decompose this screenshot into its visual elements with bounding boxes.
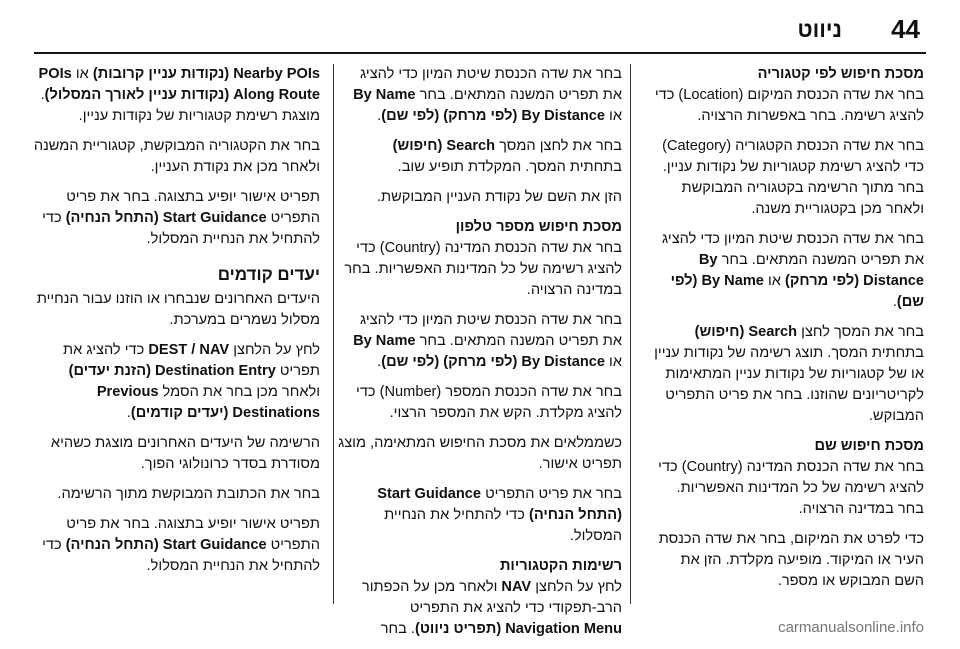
paragraph — [30, 64, 320, 127]
paragraph-text: . בחר — [380, 621, 416, 637]
button-name: NAV — [501, 579, 532, 595]
header-divider — [34, 52, 926, 54]
menu-option: Navigation Menu (תפריט ניווט) — [415, 621, 622, 637]
paragraph-text: כדי להתחיל את הנחיית המסלול. — [384, 507, 622, 544]
menu-option: (לפי שם) — [381, 354, 440, 370]
paragraph-text: כדי להתחיל את הנחיית המסלול. — [42, 537, 320, 574]
paragraph-text: בחר את שדה הכנסת שיטת המיון כדי להציג את תפריט המשנה המתאים. בחר — [662, 231, 924, 268]
menu-option: By Distance (לפי מרחק) — [443, 354, 605, 370]
column-left — [30, 64, 320, 586]
paragraph: הזן את השם של נקודת העניין המבוקשת. — [376, 189, 622, 205]
paragraph — [648, 436, 924, 520]
paragraph-text: כדי להתחיל את הנחיית המסלול. — [42, 210, 320, 247]
paragraph — [648, 229, 924, 313]
menu-option: By Name — [353, 333, 416, 349]
paragraph-text: בחר את שדה הכנסת שיטת המיון כדי להציג את תפריט המשנה המתאים. בחר — [360, 312, 622, 349]
paragraph-text: ולאחר מכן על הכפתור הרב-תפקודי כדי להציג את התפריט — [361, 579, 622, 616]
paragraph-text: בחר את שדה הכנסת שיטת המיון כדי להציג את תפריט המשנה המתאים. בחר — [360, 66, 622, 103]
paragraph — [338, 217, 622, 301]
menu-option: Nearby POIs (נקודות עניין קרובות) — [92, 66, 320, 82]
section-heading: יעדים קודמים — [217, 265, 320, 284]
menu-option: Previous Destinations (יעדים קודמים) — [96, 384, 320, 421]
paragraph-text: בחר את לחצן המסך — [499, 138, 622, 154]
paragraph: בחר את הכתובת המבוקשת מתוך הרשימה. — [57, 486, 320, 502]
paragraph-text: לחץ על הלחצן — [233, 342, 320, 358]
paragraph-text: בתחתית המסך. המקלדת תופיע שוב. — [397, 159, 622, 175]
button-name: Search (חיפוש) — [392, 138, 496, 154]
paragraph — [338, 310, 622, 373]
menu-option: By Name — [353, 87, 416, 103]
paragraph-text: כדי להציג את תפריט — [63, 342, 320, 379]
paragraph: היעדים האחרונים שנבחרו או הוזנו עבור הנחיית מסלול נשמרים במערכת. — [36, 291, 320, 328]
paragraph-text: בחר את שדה הכנסת המיקום (Location) כדי להציג רשימה. בחר באפשרות הרצויה. — [654, 87, 924, 124]
paragraph-text: תפריט אישור יופיע בתצוגה. בחר את פריט התפריט — [66, 516, 320, 553]
connector-text: או — [75, 66, 89, 82]
paragraph: בחר את שדה הכנסת המספר (Number) כדי להציג מקלדת. הקש את המספר הרצוי. — [356, 384, 622, 421]
menu-option: By Distance (לפי מרחק) — [443, 108, 605, 124]
paragraph-text: בחר את פריט התפריט — [485, 486, 622, 502]
paragraph: הרשימה של היעדים האחרונים מוצגת כשהיא מסודרת בסדר כרונולוגי הפוך. — [50, 435, 320, 472]
paragraph: בחר את שדה הכנסת הקטגוריה (Category) כדי להציג רשימת קטגוריות של נקודות עניין. בחר מתוך הרשימה בקטגוריה המבוקשת ולאחר מכן בקטגוריית משנה. — [662, 138, 924, 217]
paragraph-text: תפריט אישור יופיע בתצוגה. בחר את פריט התפריט — [66, 189, 320, 226]
paragraph — [30, 187, 320, 250]
paragraph — [338, 136, 622, 178]
menu-option: Start Guidance (התחל הנחיה) — [65, 210, 267, 226]
page-number: 44 — [891, 14, 920, 44]
connector-text: או — [609, 354, 622, 370]
column-middle — [338, 64, 622, 649]
paragraph — [30, 340, 320, 424]
button-name: DEST / NAV — [148, 342, 230, 358]
paragraph — [338, 64, 622, 127]
subheading: מסכת חיפוש מספר טלפון — [455, 219, 622, 235]
column-right — [648, 64, 924, 601]
punctuation: . — [892, 294, 897, 310]
column-divider — [333, 64, 334, 604]
subheading: רשימות הקטגוריות — [499, 558, 622, 574]
paragraph: כשממלאים את מסכת החיפוש המתאימה, מוצג תפריט אישור. — [338, 435, 622, 472]
paragraph-text: . מוצגת רשימת קטגוריות של נקודות עניין. — [40, 87, 320, 124]
punctuation: . — [377, 354, 382, 370]
connector-text: או — [609, 108, 622, 124]
menu-option: By Distance (לפי מרחק) — [698, 252, 924, 289]
column-divider — [630, 64, 631, 604]
paragraph — [30, 514, 320, 577]
menu-option: Destination Entry (הזנת יעדים) — [68, 363, 276, 379]
paragraph-text: בחר את המסך לחצן — [801, 324, 924, 340]
paragraph-text: לחץ על הלחצן — [535, 579, 622, 595]
page-header — [0, 0, 960, 60]
button-name: Search (חיפוש) — [694, 324, 798, 340]
menu-option: By Name (לפי שם) — [670, 273, 924, 310]
menu-option: Start Guidance (התחל הנחיה) — [65, 537, 267, 553]
paragraph — [648, 322, 924, 427]
watermark-text: carmanualsonline.info — [778, 619, 924, 636]
subheading: מסכת חיפוש שם — [814, 438, 924, 454]
button-name: Start Guidance (התחל הנחיה) — [377, 486, 622, 523]
menu-option: (לפי שם) — [381, 108, 440, 124]
subheading: מסכת חיפוש לפי קטגוריה — [757, 66, 924, 82]
paragraph — [338, 556, 622, 640]
paragraph: כדי לפרט את המיקום, בחר את שדה הכנסת העיר או המיקוד. מופיעה מקלדת. הזן את השם המבוקש או מספר. — [658, 531, 924, 589]
paragraph-text: בחר את שדה הכנסת המדינה (Country) כדי להציג רשימה של כל המדינות האפשריות. בחר במדינה הרצויה. — [344, 240, 622, 298]
paragraph — [648, 64, 924, 127]
paragraph: בחר את הקטגוריה המבוקשת, קטגוריית המשנה ולאחר מכן את נקודת העניין. — [33, 138, 320, 175]
punctuation: . — [377, 108, 382, 124]
punctuation: . — [126, 405, 131, 421]
connector-text: או — [767, 273, 781, 289]
paragraph — [338, 484, 622, 547]
paragraph-text: ולאחר מכן בחר את הסמל — [162, 384, 320, 400]
page-title: ניווט — [797, 17, 842, 42]
menu-option: POIs Along Route (נקודות עניין לאורך המסלול) — [38, 66, 320, 103]
paragraph-text: בחר את שדה הכנסת המדינה (Country) כדי להציג רשימה של כל המדינות האפשריות. בחר במדינה הרצויה. — [658, 459, 924, 517]
paragraph-text: בתחתית המסך. תוצג רשימה של נקודות עניין או של קטגוריות של נקודות עניין המתאימות לקריטריונים שהוזנו. בחר את פריט התפריט המבוקש. — [654, 345, 924, 424]
